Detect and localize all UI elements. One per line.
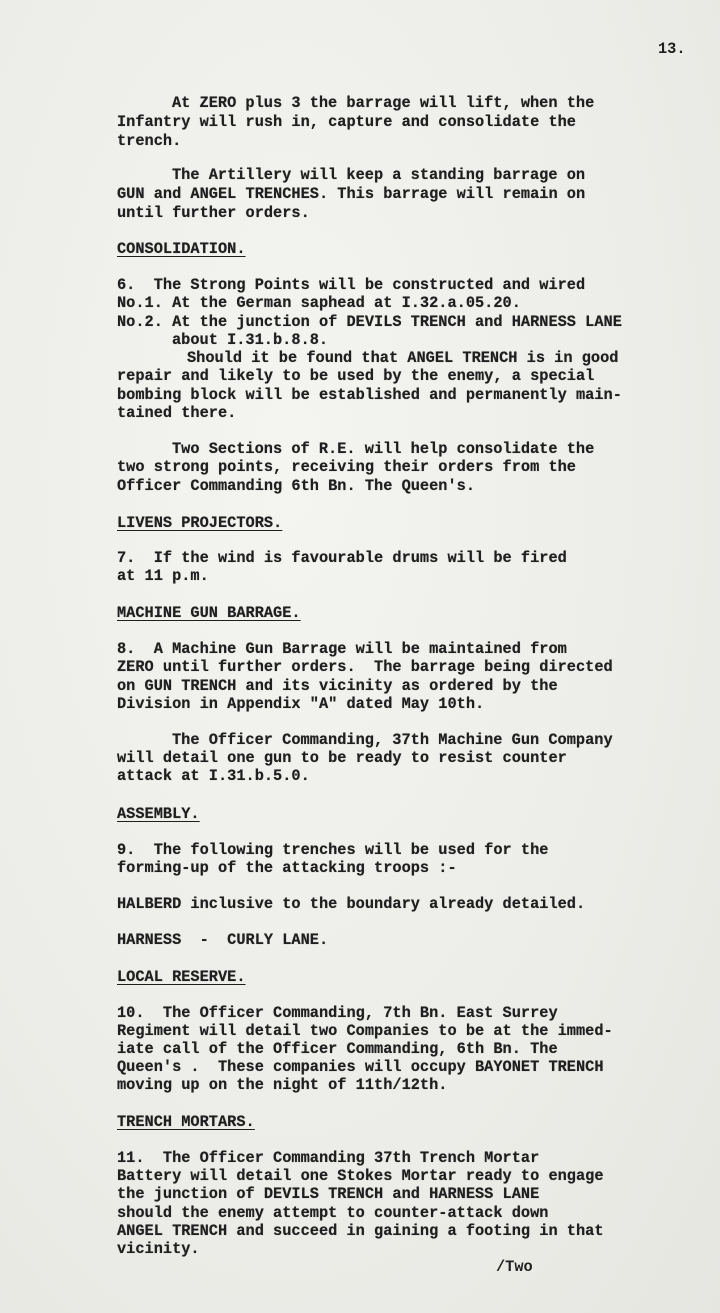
text-line: vicinity.: [117, 1240, 200, 1258]
text-line: GUN and ANGEL TRENCHES. This barrage will remain on: [117, 185, 586, 203]
page-number: 13.: [658, 40, 686, 58]
text-line: Should it be found that ANGEL TRENCH is in good: [187, 349, 619, 367]
text-line: 11. The Officer Commanding 37th Trench Mortar: [117, 1149, 540, 1167]
text-line: ANGEL TRENCH and succeed in gaining a footing in that: [117, 1222, 604, 1240]
text-line: the junction of DEVILS TRENCH and HARNESS LANE: [117, 1185, 540, 1203]
text-line: Two Sections of R.E. will help consolidate the: [172, 440, 595, 458]
text-line: Division in Appendix "A" dated May 10th.: [117, 695, 485, 713]
text-line: 8. A Machine Gun Barrage will be maintained from: [117, 640, 567, 658]
text-line: ZERO until further orders. The barrage being directed: [117, 658, 613, 676]
section-heading: CONSOLIDATION.: [117, 240, 246, 258]
text-line: Queen's . These companies will occupy BAYONET TRENCH: [117, 1058, 604, 1076]
text-line: bombing block will be established and permanently main-: [117, 386, 622, 404]
text-line: will detail one gun to be ready to resist counter: [117, 749, 567, 767]
text-line: HALBERD inclusive to the boundary already detailed.: [117, 895, 586, 913]
text-line: Regiment will detail two Companies to be at the immed-: [117, 1022, 613, 1040]
text-line: at 11 p.m.: [117, 567, 209, 585]
text-line: repair and likely to be used by the enemy, a special: [117, 367, 595, 385]
text-line: No.1. At the German saphead at I.32.a.05.20.: [117, 294, 521, 312]
text-line: about I.31.b.8.8.: [172, 331, 329, 349]
section-heading: TRENCH MORTARS.: [117, 1113, 255, 1131]
text-line: Officer Commanding 6th Bn. The Queen's.: [117, 477, 476, 495]
text-line: The Artillery will keep a standing barrage on: [172, 166, 586, 184]
text-line: forming-up of the attacking troops :-: [117, 859, 457, 877]
text-line: The Officer Commanding, 37th Machine Gun Company: [172, 731, 613, 749]
text-line: attack at I.31.b.5.0.: [117, 767, 310, 785]
text-line: moving up on the night of 11th/12th.: [117, 1076, 448, 1094]
text-line: trench.: [117, 132, 182, 150]
text-line: 10. The Officer Commanding, 7th Bn. East Surrey: [117, 1004, 558, 1022]
text-line: No.2. At the junction of DEVILS TRENCH and HARNESS LANE: [117, 313, 622, 331]
text-line: Battery will detail one Stokes Mortar ready to engage: [117, 1167, 604, 1185]
text-line: 9. The following trenches will be used for the: [117, 841, 549, 859]
text-line: until further orders.: [117, 204, 310, 222]
text-line: iate call of the Officer Commanding, 6th Bn. The: [117, 1040, 558, 1058]
text-line: Infantry will rush in, capture and consolidate the: [117, 113, 576, 131]
text-line: HARNESS - CURLY LANE.: [117, 931, 329, 949]
text-line: 7. If the wind is favourable drums will be fired: [117, 549, 567, 567]
continuation-mark: /Two: [496, 1258, 533, 1276]
text-line: tained there.: [117, 404, 237, 422]
text-line: on GUN TRENCH and its vicinity as ordered by the: [117, 677, 558, 695]
text-line: two strong points, receiving their orders from the: [117, 458, 576, 476]
section-heading: LOCAL RESERVE.: [117, 968, 246, 986]
section-heading: LIVENS PROJECTORS.: [117, 514, 283, 532]
text-line: At ZERO plus 3 the barrage will lift, when the: [172, 94, 595, 112]
section-heading: ASSEMBLY.: [117, 805, 200, 823]
text-line: should the enemy attempt to counter-attack down: [117, 1204, 549, 1222]
text-line: 6. The Strong Points will be constructed and wired: [117, 276, 586, 294]
section-heading: MACHINE GUN BARRAGE.: [117, 604, 301, 622]
